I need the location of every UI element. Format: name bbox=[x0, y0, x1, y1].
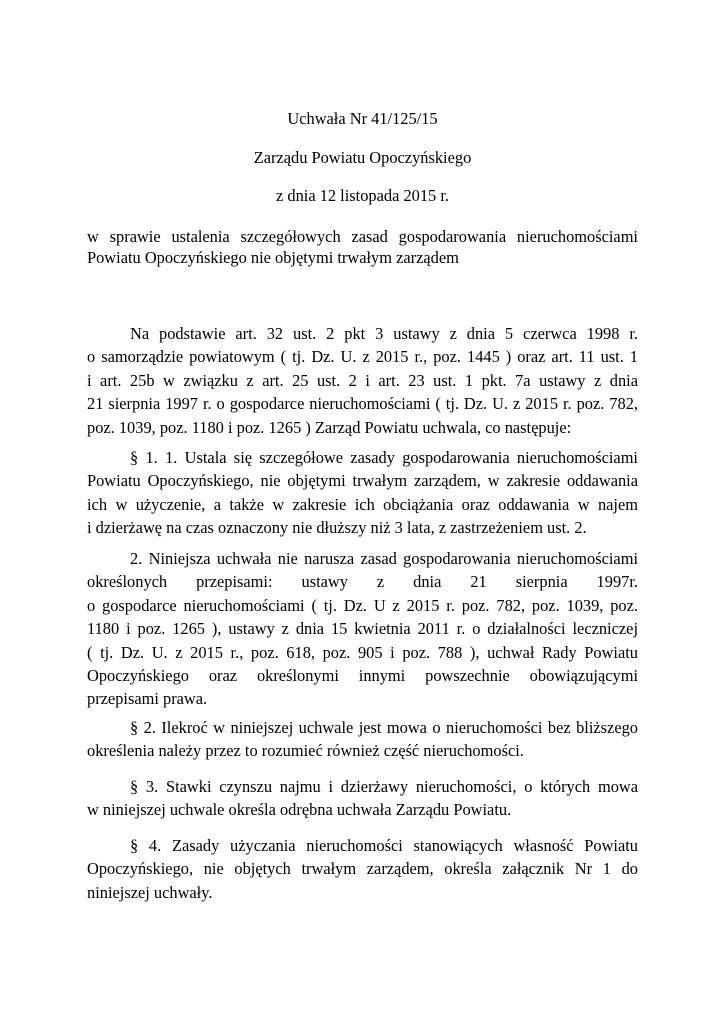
paragraph-line: przepisami prawa. bbox=[87, 689, 208, 709]
section-4-paragraph bbox=[87, 834, 638, 904]
paragraph-line: niniejszej uchwały. bbox=[87, 882, 213, 902]
paragraph-line: o gospodarce nieruchomościami ( tj. Dz. U z 2015 r. poz. 782, poz. 1039, poz. bbox=[87, 595, 638, 615]
paragraph-line: i art. 25b w związku z art. 25 ust. 2 i art. 23 ust. 1 pkt. 7a ustawy z dnia bbox=[87, 370, 638, 390]
paragraph-line: i dzierżawę na czas oznaczony nie dłuższy niż 3 lata, z zastrzeżeniem ust. 2. bbox=[87, 518, 587, 538]
resolution-issuer: Zarządu Powiatu Opoczyńskiego bbox=[253, 148, 472, 167]
paragraph-line: określenia należy przez to rozumieć również część nieruchomości. bbox=[87, 741, 524, 761]
section-2-paragraph bbox=[87, 716, 638, 763]
subject-line: Powiatu Opoczyńskiego nie objętymi trwałym zarządem bbox=[87, 247, 459, 267]
section-1-paragraph-2 bbox=[87, 547, 638, 711]
section-3-paragraph bbox=[87, 775, 638, 822]
paragraph-line: § 4. Zasady użyczania nieruchomości stanowiących własność Powiatu bbox=[130, 836, 638, 855]
paragraph-line: § 2. Ilekroć w niniejszej uchwale jest mowa o nieruchomości bez bliższego bbox=[130, 718, 638, 737]
paragraph-line: w niniejszej uchwale określa odrębna uchwała Zarządu Powiatu. bbox=[87, 800, 512, 820]
paragraph-line: poz. 1039, poz. 1180 i poz. 1265 ) Zarząd Powiatu uchwala, co następuje: bbox=[87, 417, 572, 437]
subject-line: w sprawie ustalenia szczegółowych zasad gospodarowania nieruchomościami bbox=[87, 227, 638, 246]
resolution-date: z dnia 12 listopada 2015 r. bbox=[276, 186, 449, 205]
paragraph-line: ich w użyczenie, a także w zakresie ich obciążania oraz oddawania w najem bbox=[87, 494, 638, 514]
paragraph-line: Opoczyńskiego oraz określonymi innymi powszechnie obowiązującymi bbox=[87, 666, 638, 686]
section-1-paragraph-1 bbox=[87, 446, 638, 540]
preamble-paragraph bbox=[87, 322, 638, 439]
paragraph-line: § 3. Stawki czynszu najmu i dzierżawy nieruchomości, o których mowa bbox=[130, 777, 638, 796]
paragraph-line: § 1. 1. Ustala się szczegółowe zasady gospodarowania nieruchomościami bbox=[130, 448, 638, 467]
paragraph-line: 2. Niniejsza uchwała nie narusza zasad gospodarowania nieruchomościami bbox=[130, 549, 638, 568]
paragraph-line: ( tj. Dz. U. z 2015 r., poz. 618, poz. 905 i poz. 788 ), uchwał Rady Powiatu bbox=[87, 642, 638, 662]
paragraph-line: o samorządzie powiatowym ( tj. Dz. U. z 2015 r., poz. 1445 ) oraz art. 11 ust. 1 bbox=[87, 347, 638, 367]
paragraph-line: Na podstawie art. 32 ust. 2 pkt 3 ustawy z dnia 5 czerwca 1998 r. bbox=[130, 324, 638, 343]
paragraph-line: Opoczyńskiego, nie objętych trwałym zarządem, określa załącznik Nr 1 do bbox=[87, 859, 638, 879]
resolution-title: Uchwała Nr 41/125/15 bbox=[287, 109, 438, 128]
paragraph-line: Powiatu Opoczyńskiego, nie objętymi trwałym zarządem, w zakresie oddawania bbox=[87, 471, 638, 491]
paragraph-line: 1180 i poz. 1265 ), ustawy z dnia 15 kwietnia 2011 r. o działalności leczniczej bbox=[87, 619, 638, 639]
resolution-subject bbox=[87, 227, 638, 268]
paragraph-line: 21 sierpnia 1997 r. o gospodarce nieruchomościami ( tj. Dz. U. z 2015 r. poz. 782, bbox=[87, 394, 638, 414]
paragraph-line: określonych przepisami: ustawy z dnia 21 sierpnia 1997r. bbox=[87, 572, 638, 592]
